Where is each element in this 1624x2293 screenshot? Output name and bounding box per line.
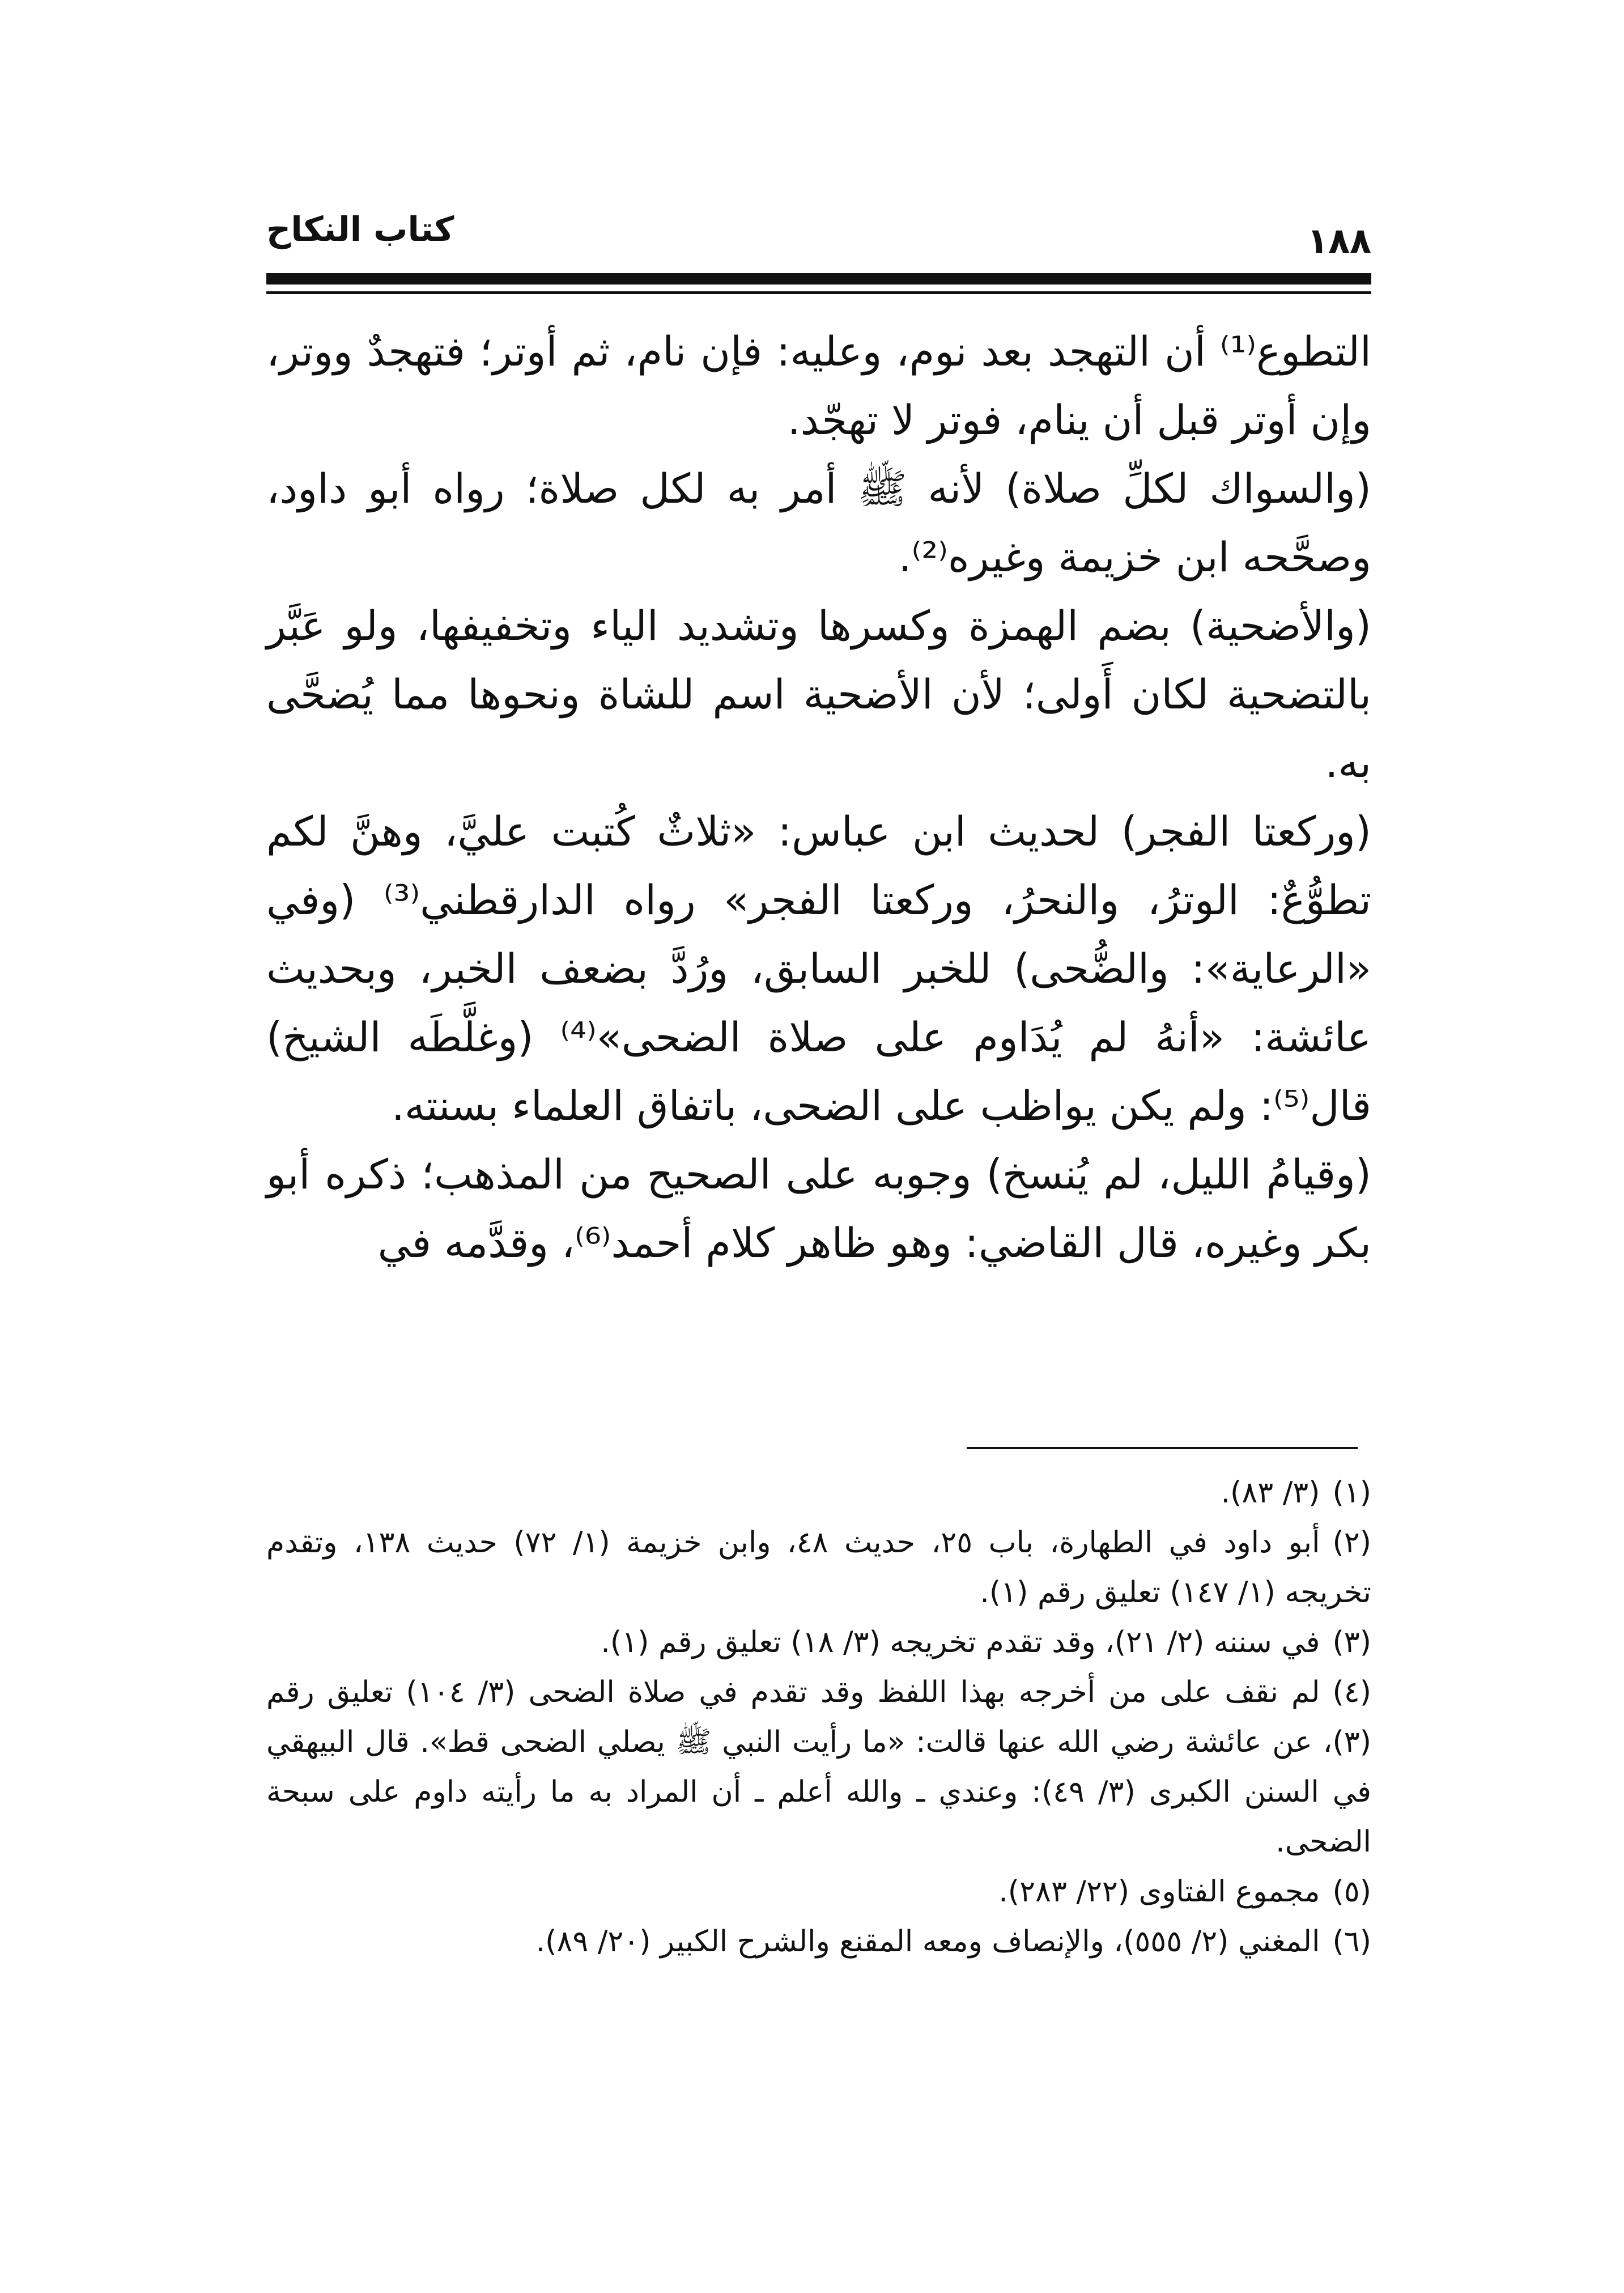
footnote-text: أبو داود في الطهارة، باب ٢٥، حديث ٤٨، وابن خزيمة (١/ ٧٢) حديث ١٣٨، وتقدم تخريجه (١/ ١٤٧) تعليق رقم (١). bbox=[266, 1526, 1371, 1610]
page-number: ١٨٨ bbox=[1307, 220, 1371, 261]
footnote-number: (٤) bbox=[1332, 1675, 1371, 1709]
paragraph: التطوع⁽¹⁾ أن التهجد بعد نوم، وعليه: فإن نام، ثم أوتر؛ فتهجدٌ ووتر، وإن أوتر قبل أن ينام، فوتر لا تهجّد. bbox=[266, 328, 1371, 444]
header-rule-thick bbox=[266, 273, 1371, 284]
footnote bbox=[266, 1468, 1371, 1518]
header-rule-thin bbox=[266, 291, 1371, 294]
footnote bbox=[266, 1667, 1371, 1867]
footnote-number: (٣) bbox=[1332, 1625, 1371, 1659]
footnote bbox=[266, 1867, 1371, 1917]
footnote-text: في سننه (٢/ ٢١)، وقد تقدم تخريجه (٣/ ١٨) تعليق رقم (١). bbox=[601, 1625, 1320, 1659]
footnote-number: (٦) bbox=[1332, 1925, 1371, 1959]
footnote-number: (١) bbox=[1332, 1476, 1371, 1510]
footnote bbox=[266, 1518, 1371, 1617]
running-title: كتاب النكاح bbox=[266, 210, 454, 249]
footnote-text: (٣/ ٨٣). bbox=[1221, 1476, 1320, 1510]
paragraph: (وقيامُ الليل، لم يُنسخ) وجوبه على الصحيح من المذهب؛ ذكره أبو بكر وغيره، قال القاضي: وهو ظاهر كلام أحمد⁽⁶⁾، وقدَّمه في bbox=[266, 1150, 1371, 1267]
footnotes bbox=[266, 1468, 1371, 1967]
footnote bbox=[266, 1617, 1371, 1667]
main-text bbox=[266, 317, 1371, 1277]
paragraph: (وركعتا الفجر) لحديث ابن عباس: «ثلاثٌ كُتبت عليَّ، وهنَّ لكم تطوُّعٌ: الوترُ، والنحرُ، وركعتا الفجر» رواه الدارقطني⁽³⁾ (وفي «الرعاية»: والضُّحى) للخبر السابق، ورُدَّ بضعف الخبر، وبحديث عائشة: «أنهُ لم يُدَاوم على صلاة الضحى»⁽⁴⁾ (وغلَّطَه الشيخ) قال⁽⁵⁾: ولم يكن يواظب على الضحى، باتفاق العلماء بسنته. bbox=[266, 808, 1371, 1129]
footnote bbox=[266, 1917, 1371, 1967]
footnote-text: لم نقف على من أخرجه بهذا اللفظ وقد تقدم في صلاة الضحى (٣/ ١٠٤) تعليق رقم (٣)، عن عائشة رضي الله عنها قالت: «ما رأيت النبي ﷺ يصلي الضحى قط». قال البيهقي في السنن الكبرى (٣/ ٤٩): وعندي ـ والله أعلم ـ أن المراد به ما رأيته داوم على سبحة الضحى. bbox=[266, 1675, 1371, 1859]
footnote-text: المغني (٢/ ٥٥٥)، والإنصاف ومعه المقنع والشرح الكبير (٢٠/ ٨٩). bbox=[535, 1925, 1320, 1959]
footnote-number: (٥) bbox=[1332, 1875, 1371, 1909]
footnote-separator bbox=[967, 1447, 1358, 1449]
paragraph: (والسواك لكلِّ صلاة) لأنه ﷺ أمر به لكل صلاة؛ رواه أبو داود، وصحَّحه ابن خزيمة وغيره⁽²⁾. bbox=[266, 465, 1371, 581]
page-header bbox=[266, 204, 1371, 266]
paragraph: (والأضحية) بضم الهمزة وكسرها وتشديد الياء وتخفيفها، ولو عَبَّر بالتضحية لكان أَولى؛ لأن الأضحية اسم للشاة ونحوها مما يُضحَّى به. bbox=[266, 602, 1371, 787]
footnote-number: (٢) bbox=[1332, 1526, 1371, 1560]
footnote-text: مجموع الفتاوى (٢٢/ ٢٨٣). bbox=[998, 1875, 1320, 1909]
